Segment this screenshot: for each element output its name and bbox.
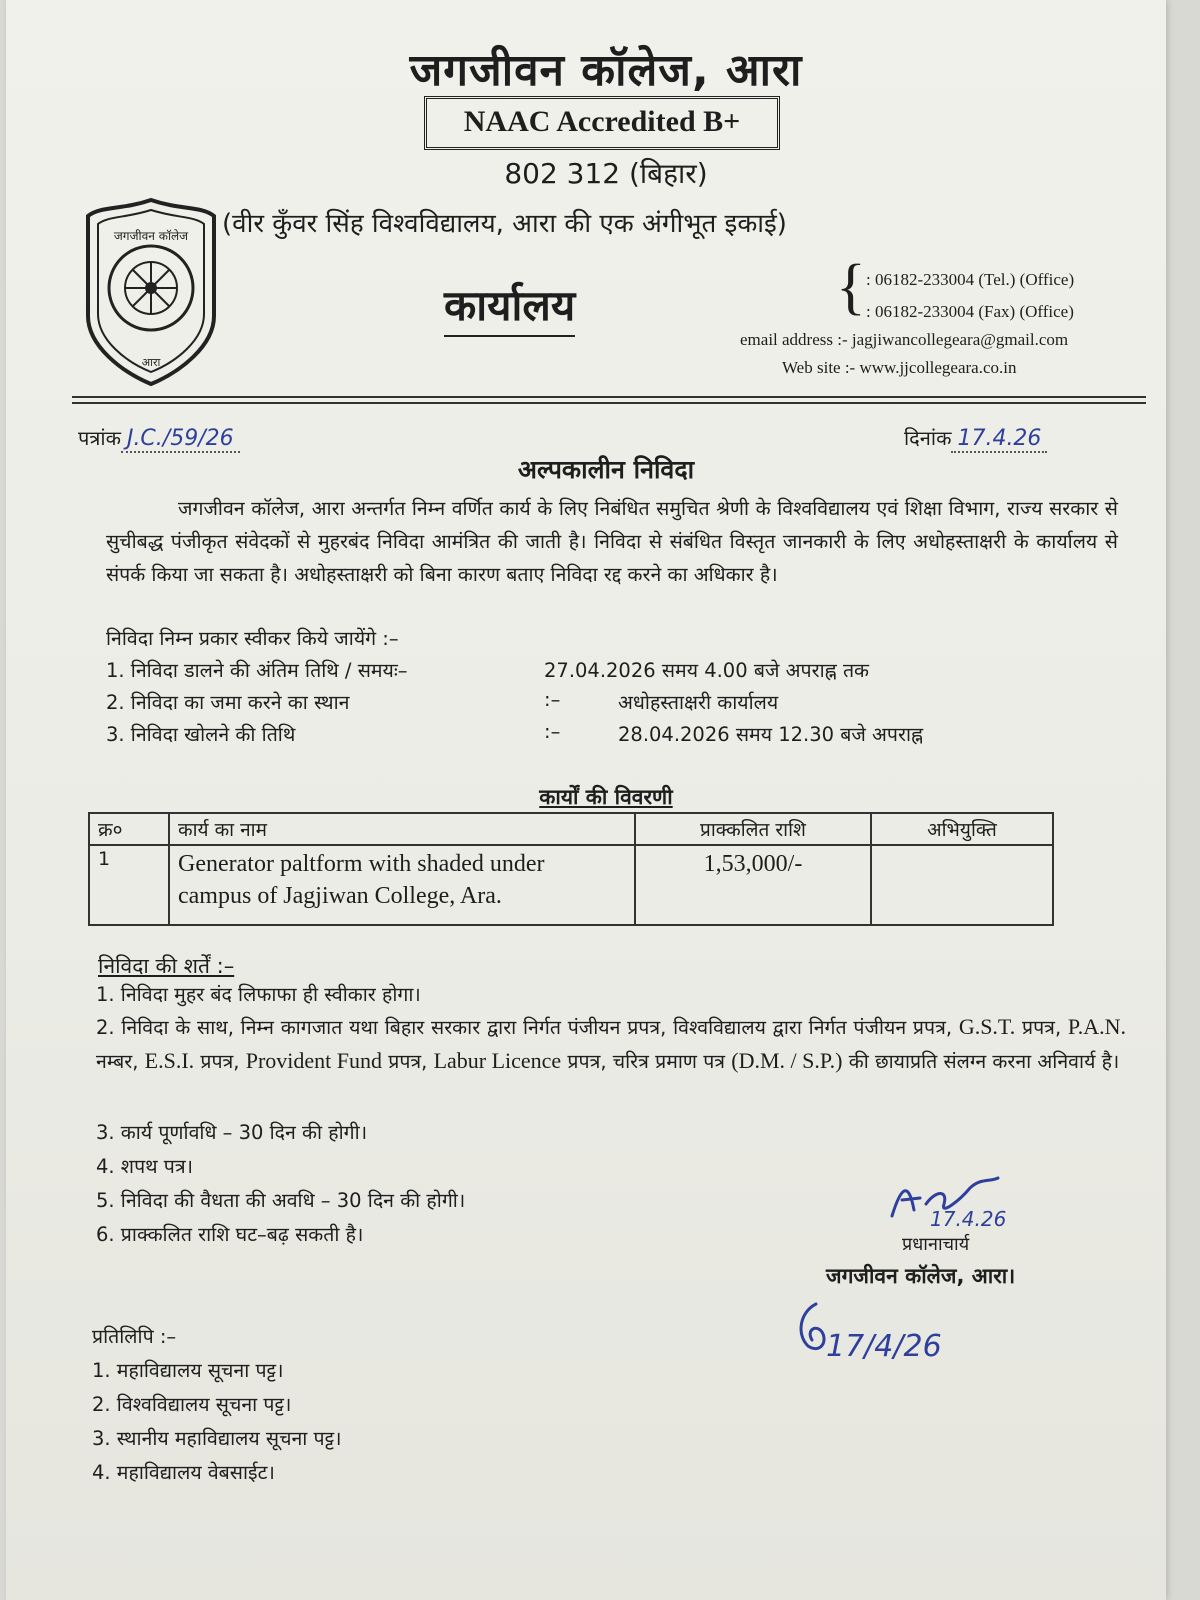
principal-designation: प्रधानाचार्य: [902, 1234, 970, 1255]
copy-item: 3. स्थानीय महाविद्यालय सूचना पट्ट।: [92, 1427, 342, 1450]
item-3-sep: :–: [544, 720, 561, 743]
notice-title: अल्पकालीन निविदा: [517, 455, 695, 484]
term-6: 6. प्राक्कलित राशि घट–बढ़ सकती है।: [96, 1223, 364, 1246]
col-amount: प्राक्कलित राशि: [635, 813, 871, 845]
term-5: 5. निविदा की वैधता की अवधि – 30 दिन की होगी।: [96, 1189, 466, 1212]
table-row: [89, 845, 1053, 925]
item-3-value: 28.04.2026 समय 12.30 बजे अपराह्न: [618, 723, 924, 746]
header-rule-1: [72, 396, 1146, 398]
copy-item: 1. महाविद्यालय सूचना पट्ट।: [92, 1359, 284, 1382]
document-page: [6, 0, 1166, 1600]
reference-number: पत्रांक J.C./59/26: [78, 424, 240, 451]
work-name-line-1: Generator paltform with shaded under: [178, 851, 545, 877]
term-2: 2. निविदा के साथ, निम्न कागजात यथा बिहार सरकार द्वारा निर्गत पंजीयन प्रपत्र, विश्वविद्यालय द्वारा निर्गत पंजीयन प्रपत्र, G.S.T. प्रपत्र, P.A.N. नम्बर, E.S.I. प्रपत्र, Provident Fund प्रपत्र, Labur Licence प्रपत्र, चरित्र प्रमाण पत्र (D.M. / S.P.) की छायाप्रति संलग्न करना अनिवार्य है।: [96, 1014, 1126, 1073]
accreditation-box: NAAC Accredited B+: [424, 96, 780, 150]
college-name: जगजीवन कॉलेज, आरा: [409, 45, 803, 96]
row-work-name: [169, 845, 635, 925]
receipt-initials-icon: [792, 1290, 962, 1380]
col-work-name: कार्य का नाम: [169, 813, 635, 845]
website: Web site :- www.jjcollegeara.co.in: [782, 358, 1017, 377]
item-2-label: 2. निविदा का जमा करने का स्थान: [106, 691, 350, 714]
tel-number: : 06182-233004 (Tel.) (Office): [866, 270, 1075, 289]
row-sn: 1: [89, 845, 169, 925]
work-name-line-2: campus of Jagjiwan College, Ara.: [178, 883, 502, 909]
works-table-header: [89, 813, 1053, 845]
copy-item: 2. विश्वविद्यालय सूचना पट्ट।: [92, 1393, 292, 1416]
contact-brace: {: [836, 253, 866, 321]
affiliation-text: (वीर कुँवर सिंह विश्वविद्यालय, आरा की एक अंगीभूत इकाई): [222, 209, 787, 239]
item-3-label: 3. निविदा खोलने की तिथि: [106, 723, 296, 746]
row-remarks: [871, 845, 1053, 925]
item-1-value: 27.04.2026 समय 4.00 बजे अपराह्न तक: [544, 659, 870, 682]
item-1-label: 1. निविदा डालने की अंतिम तिथि / समयः–: [106, 659, 408, 682]
item-2-sep: :–: [544, 688, 561, 711]
svg-text:आरा: आरा: [141, 356, 161, 369]
col-sn: क्र०: [89, 813, 169, 845]
col-remarks: अभियुक्ति: [871, 813, 1053, 845]
svg-text:जगजीवन कॉलेज: जगजीवन कॉलेज: [113, 229, 189, 243]
term-4: 4. शपथ पत्र।: [96, 1155, 194, 1178]
works-title: कार्यों की विवरणी: [539, 785, 673, 809]
principal-college: जगजीवन कॉलेज, आरा।: [826, 1264, 1016, 1288]
header-rule-2: [72, 402, 1146, 404]
fax-number: : 06182-233004 (Fax) (Office): [866, 302, 1074, 321]
college-seal-icon: [82, 196, 220, 388]
notice-body: जगजीवन कॉलेज, आरा अन्तर्गत निम्न वर्णित कार्य के लिए निबंधित समुचित श्रेणी के विश्वविद्यालय एवं शिक्षा विभाग, राज्य सरकार से सुचीबद्ध पंजीकृत संवेदकों से मुहरबंद निविदा आमंत्रित की जाती है। निविदा से संबंधित विस्तृत जानकारी के लिए अधोहस्ताक्षरी के कार्यालय से संपर्क किया जा सकता है। अधोहस्ताक्षरी को बिना कारण बताए निविदा रद्द करने का अधिकार है।: [106, 497, 1118, 586]
copy-title: प्रतिलिपि :–: [92, 1325, 177, 1348]
letter-date: दिनांक 17.4.26: [904, 424, 1047, 451]
svg-text:17/4/26: 17/4/26: [826, 1329, 942, 1364]
works-table: [88, 812, 1054, 926]
term-3: 3. कार्य पूर्णावधि – 30 दिन की होगी।: [96, 1121, 368, 1144]
office-heading: कार्यालय: [444, 276, 575, 337]
email-address: email address :- jagjiwancollegeara@gmail.com: [740, 330, 1069, 349]
term-1: 1. निविदा मुहर बंद लिफाफा ही स्वीकार होगा।: [96, 983, 421, 1006]
row-amount: 1,53,000/-: [635, 845, 871, 925]
principal-signature-icon: [886, 1160, 1046, 1230]
svg-text:17.4.26: 17.4.26: [930, 1207, 1007, 1230]
notice-subhead: निविदा निम्न प्रकार स्वीकर किये जायेंगे :–: [106, 627, 399, 650]
pin-code: 802 312 (बिहार): [504, 157, 708, 190]
terms-title: निविदा की शर्तें :–: [98, 954, 235, 978]
copy-item: 4. महाविद्यालय वेबसाईट।: [92, 1461, 275, 1484]
item-2-value: अधोहस्ताक्षरी कार्यालय: [618, 691, 779, 714]
